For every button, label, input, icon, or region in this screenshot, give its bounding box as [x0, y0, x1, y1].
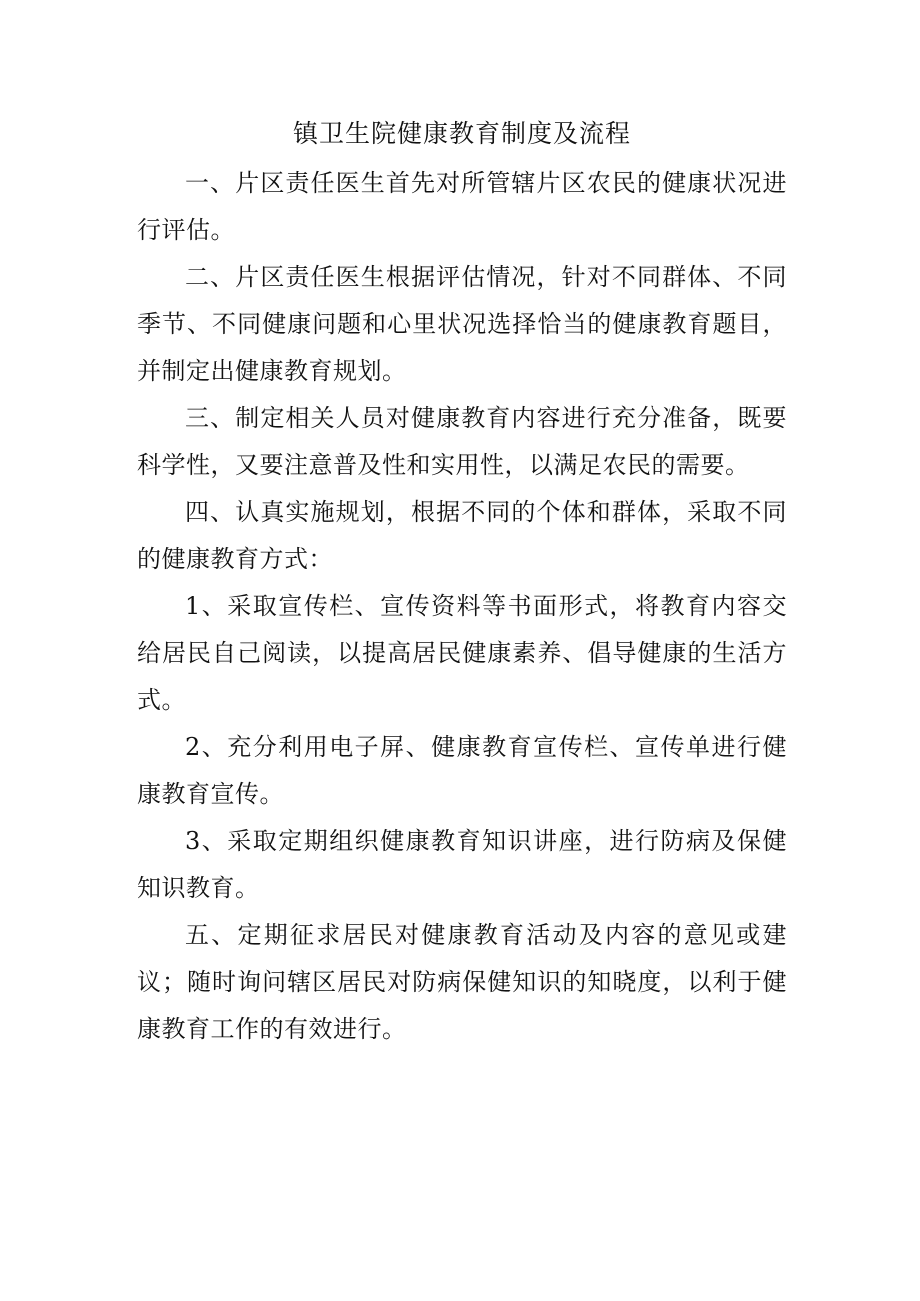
paragraph-4-item-1: 1、采取宣传栏、宣传资料等书面形式，将教育内容交给居民自己阅读，以提高居民健康素养、倡导健康的生活方式。 [137, 592, 787, 714]
paragraph-2: 二、片区责任医生根据评估情况，针对不同群体、不同季节、不同健康问题和心里状况选择恰当的健康教育题目，并制定出健康教育规划。 [137, 263, 787, 385]
paragraph-3: 三、制定相关人员对健康教育内容进行充分准备，既要科学性，又要注意普及性和实用性，以满足农民的需要。 [137, 404, 787, 479]
paragraph-1: 一、片区责任医生首先对所管辖片区农民的健康状况进行评估。 [137, 169, 787, 244]
paragraph-5: 五、定期征求居民对健康教育活动及内容的意见或建议；随时询问辖区居民对防病保健知识的知晓度，以利于健康教育工作的有效进行。 [137, 921, 787, 1043]
paragraph-4-item-3: 3、采取定期组织健康教育知识讲座，进行防病及保健知识教育。 [137, 827, 787, 902]
document-page [137, 112, 787, 1053]
document-title: 镇卫生院健康教育制度及流程 [292, 119, 631, 148]
paragraph-4-item-2: 2、充分利用电子屏、健康教育宣传栏、宣传单进行健康教育宣传。 [137, 733, 787, 808]
paragraph-4: 四、认真实施规划，根据不同的个体和群体，采取不同的健康教育方式： [137, 498, 787, 573]
